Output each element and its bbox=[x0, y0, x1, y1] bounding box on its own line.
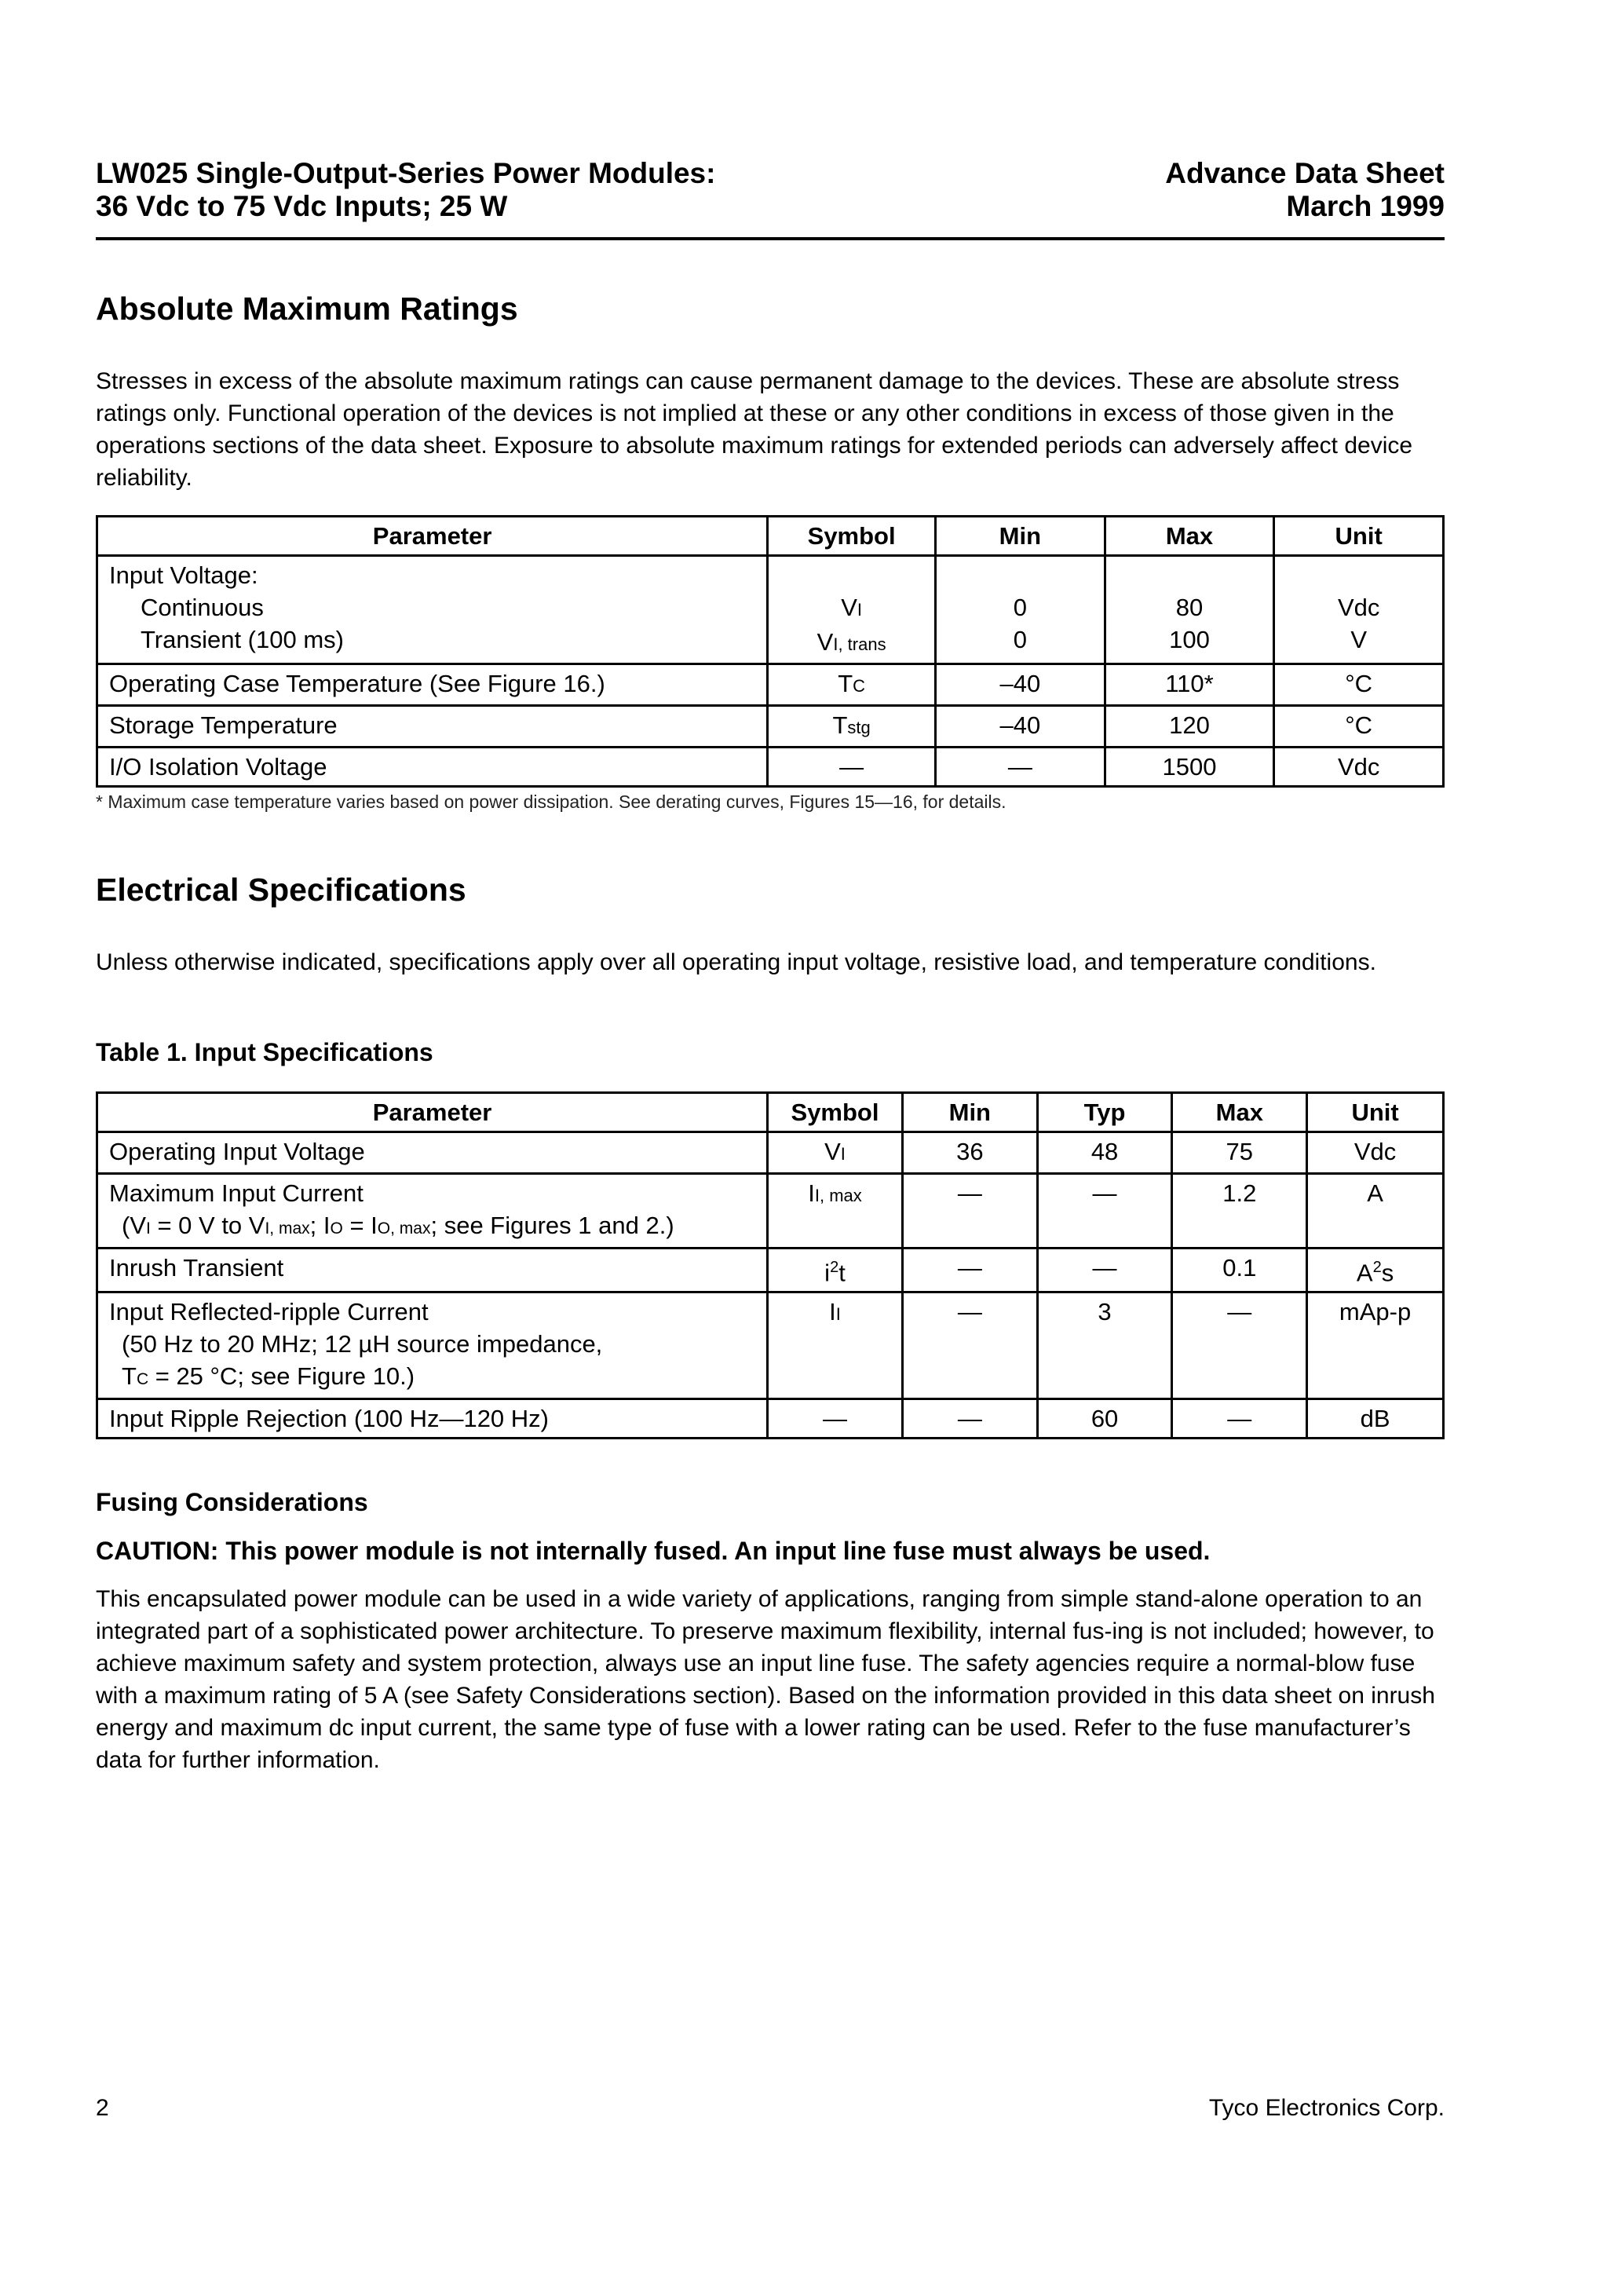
symbol-subscript: C bbox=[853, 676, 866, 696]
min-value: 0 bbox=[1013, 594, 1027, 621]
param-cell: Inrush Transient bbox=[97, 1249, 768, 1292]
symbol-text: I bbox=[808, 1179, 815, 1207]
col-header: Parameter bbox=[97, 517, 768, 556]
table-row bbox=[97, 1399, 1444, 1439]
param-cell bbox=[97, 556, 768, 664]
symbol-cell bbox=[768, 556, 936, 664]
col-header: Parameter bbox=[97, 1093, 768, 1132]
symbol-cell bbox=[768, 664, 936, 706]
header-title-line1: LW025 Single-Output-Series Power Modules: bbox=[96, 157, 716, 189]
header-date: March 1999 bbox=[1286, 190, 1445, 222]
abs-max-heading: Absolute Maximum Ratings bbox=[96, 291, 518, 327]
header-title bbox=[96, 157, 715, 223]
unit-cell: Vdc bbox=[1274, 748, 1444, 787]
symbol-cell bbox=[768, 706, 936, 748]
param-label: Maximum Input Current bbox=[109, 1179, 363, 1207]
unit-cell: $A^2s$ bbox=[1307, 1249, 1444, 1292]
table-row bbox=[97, 664, 1444, 706]
header-meta bbox=[1165, 157, 1445, 223]
min-cell bbox=[936, 556, 1105, 664]
typ-cell: — bbox=[1037, 1249, 1172, 1292]
max-cell bbox=[1105, 556, 1274, 664]
symbol-subscript: I bbox=[840, 1144, 846, 1164]
param-condition: (VI = 0 V to VI, max; IO = IO, max; see Figures 1 and 2.) bbox=[122, 1212, 674, 1239]
param-condition: TC = 25 °C; see Figure 10.) bbox=[122, 1362, 415, 1391]
typ-cell: 3 bbox=[1037, 1292, 1172, 1399]
max-cell: 1.2 bbox=[1172, 1174, 1307, 1249]
table-row bbox=[97, 1292, 1444, 1399]
unit-cell: dB bbox=[1307, 1399, 1444, 1439]
col-header: Max bbox=[1105, 517, 1274, 556]
abs-max-footnote: * Maximum case temperature varies based on power dissipation. See derating curves, Figures 15—16, for details. bbox=[96, 792, 1006, 812]
col-header: Typ bbox=[1037, 1093, 1172, 1132]
table-header-row bbox=[97, 1093, 1444, 1132]
symbol-cell: — bbox=[768, 748, 936, 787]
min-cell: — bbox=[936, 748, 1105, 787]
input-spec-table bbox=[96, 1091, 1445, 1439]
max-cell: — bbox=[1172, 1292, 1307, 1399]
unit-value: V bbox=[1350, 626, 1367, 653]
symbol-subscript: I, max bbox=[814, 1186, 862, 1205]
param-cell: I/O Isolation Voltage bbox=[97, 748, 768, 787]
min-cell: — bbox=[902, 1399, 1037, 1439]
symbol-cell bbox=[768, 1292, 903, 1399]
symbol-text: V bbox=[824, 1138, 841, 1165]
max-cell: 110* bbox=[1105, 664, 1274, 706]
symbol-cell: $i^2t$ bbox=[768, 1249, 903, 1292]
symbol-cell bbox=[768, 1174, 903, 1249]
table-row bbox=[97, 1174, 1444, 1249]
col-header: Min bbox=[902, 1093, 1037, 1132]
table1-caption: Table 1. Input Specifications bbox=[96, 1038, 433, 1066]
unit-cell bbox=[1274, 556, 1444, 664]
elec-spec-heading: Electrical Specifications bbox=[96, 872, 466, 908]
header-rule bbox=[96, 237, 1445, 240]
fusing-heading: Fusing Considerations bbox=[96, 1488, 368, 1516]
min-cell: –40 bbox=[936, 706, 1105, 748]
param-condition: (50 Hz to 20 MHz; 12 µH source impedance, bbox=[122, 1330, 603, 1358]
col-header: Max bbox=[1172, 1093, 1307, 1132]
symbol-subscript: I bbox=[857, 600, 863, 620]
min-cell: –40 bbox=[936, 664, 1105, 706]
table-header-row bbox=[97, 517, 1444, 556]
param-cell: Input Ripple Rejection (100 Hz—120 Hz) bbox=[97, 1399, 768, 1439]
symbol-subscript: I bbox=[835, 1304, 841, 1325]
param-cell bbox=[97, 1174, 768, 1249]
fusing-caution: CAUTION: This power module is not internally fused. An input line fuse must always be used. bbox=[96, 1537, 1211, 1565]
max-cell: 120 bbox=[1105, 706, 1274, 748]
param-label: Input Voltage: bbox=[109, 561, 258, 589]
symbol-text: T bbox=[832, 711, 848, 739]
unit-cell: °C bbox=[1274, 664, 1444, 706]
fusing-body: This encapsulated power module can be used in a wide variety of applications, ranging from simple stand-alone operation to an integrated part of a sophisticated power architecture. To preserve maximum flexibility, internal fus-ing is not included; however, to achieve maximum safety and system protection, always use an input line fuse. The safety agencies require a normal-blow fuse with a maximum rating of 5 A (see Safety Considerations section). Based on the information provided in this data sheet on inrush energy and maximum dc input current, the same type of fuse with a lower rating can be used. Refer to the fuse manufacturer’s data for further information. bbox=[96, 1586, 1435, 1773]
table-row bbox=[97, 1132, 1444, 1174]
header-doc-type: Advance Data Sheet bbox=[1165, 157, 1445, 189]
max-value: 80 bbox=[1175, 594, 1204, 621]
min-cell: — bbox=[902, 1292, 1037, 1399]
symbol-text: V bbox=[816, 628, 834, 656]
col-header: Unit bbox=[1274, 517, 1444, 556]
max-cell: — bbox=[1172, 1399, 1307, 1439]
typ-cell: 48 bbox=[1037, 1132, 1172, 1174]
param-cell: Storage Temperature bbox=[97, 706, 768, 748]
param-label: Input Reflected-ripple Current bbox=[109, 1298, 429, 1326]
unit-cell: °C bbox=[1274, 706, 1444, 748]
unit-value: Vdc bbox=[1337, 594, 1380, 621]
typ-cell: 60 bbox=[1037, 1399, 1172, 1439]
unit-cell: mAp-p bbox=[1307, 1292, 1444, 1399]
col-header: Unit bbox=[1307, 1093, 1444, 1132]
page-header bbox=[96, 157, 1445, 243]
param-sub-continuous: Continuous bbox=[141, 594, 264, 621]
col-header: Min bbox=[936, 517, 1105, 556]
min-cell: — bbox=[902, 1174, 1037, 1249]
table-row bbox=[97, 556, 1444, 664]
typ-cell: — bbox=[1037, 1174, 1172, 1249]
param-cell: Operating Input Voltage bbox=[97, 1132, 768, 1174]
min-cell: — bbox=[902, 1249, 1037, 1292]
unit-cell: A bbox=[1307, 1174, 1444, 1249]
symbol-cell bbox=[768, 1132, 903, 1174]
max-cell: 0.1 bbox=[1172, 1249, 1307, 1292]
symbol-text: I bbox=[829, 1298, 836, 1326]
col-header: Symbol bbox=[768, 1093, 903, 1132]
min-cell: 36 bbox=[902, 1132, 1037, 1174]
table-row bbox=[97, 1249, 1444, 1292]
abs-max-intro: Stresses in excess of the absolute maximum ratings can cause permanent damage to the devices. These are absolute stress ratings only. Functional operation of the devices is not implied at these or any other conditions in excess of those given in the operations sections of the data sheet. Exposure to absolute maximum ratings for extended periods can adversely affect device reliability. bbox=[96, 368, 1413, 491]
min-value: 0 bbox=[1013, 626, 1027, 653]
table-row bbox=[97, 706, 1444, 748]
param-cell: Operating Case Temperature (See Figure 16.) bbox=[97, 664, 768, 706]
page-number: 2 bbox=[96, 2095, 109, 2121]
symbol-text: V bbox=[841, 594, 857, 621]
symbol-cell: — bbox=[768, 1399, 903, 1439]
header-title-line2: 36 Vdc to 75 Vdc Inputs; 25 W bbox=[96, 190, 508, 222]
symbol-text: T bbox=[838, 670, 853, 697]
max-cell: 75 bbox=[1172, 1132, 1307, 1174]
elec-spec-intro: Unless otherwise indicated, specifications apply over all operating input voltage, resistive load, and temperature conditions. bbox=[96, 949, 1376, 975]
symbol-subscript: I, trans bbox=[833, 634, 886, 654]
footer-company: Tyco Electronics Corp. bbox=[1208, 2095, 1445, 2121]
param-sub-transient: Transient (100 ms) bbox=[141, 626, 344, 653]
symbol-subscript: stg bbox=[847, 718, 871, 737]
table-row bbox=[97, 748, 1444, 787]
col-header: Symbol bbox=[768, 517, 936, 556]
max-cell: 1500 bbox=[1105, 748, 1274, 787]
param-cell bbox=[97, 1292, 768, 1399]
unit-cell: Vdc bbox=[1307, 1132, 1444, 1174]
abs-max-table bbox=[96, 515, 1445, 788]
max-value: 100 bbox=[1169, 626, 1210, 653]
